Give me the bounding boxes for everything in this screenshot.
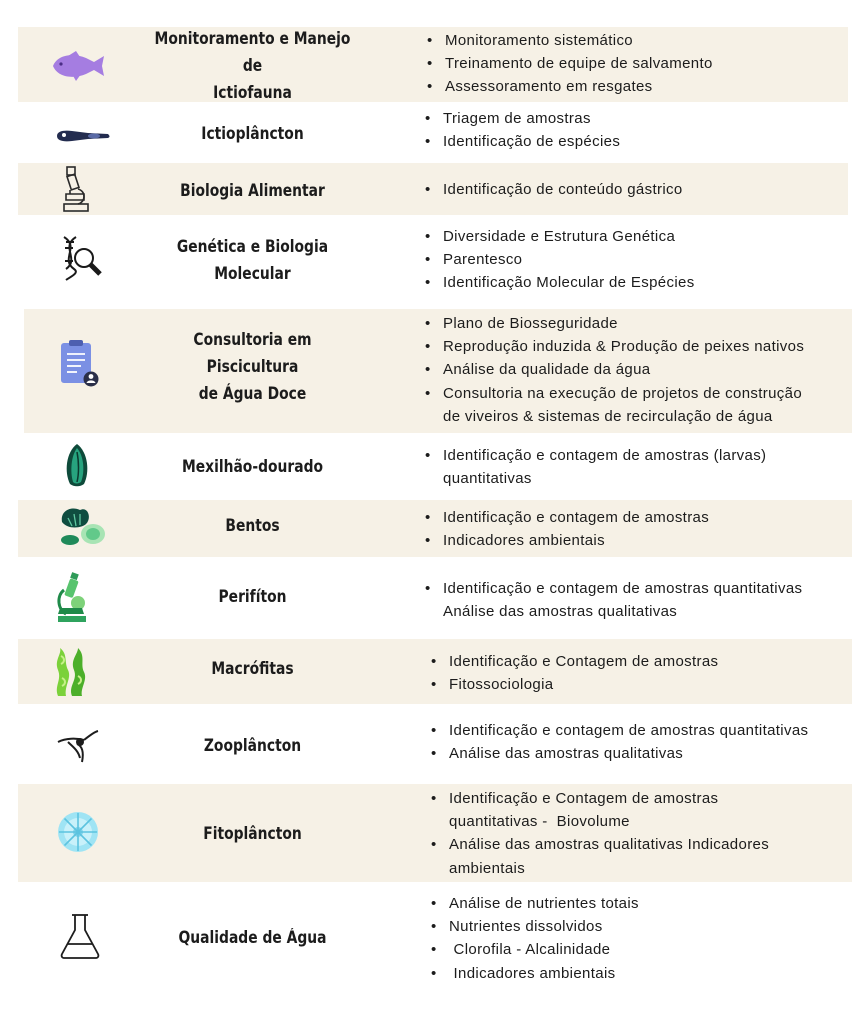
list-item: • Análise das amostras qualitativas Indicadores: [429, 833, 769, 856]
service-title: Qualidade de Água: [178, 927, 327, 947]
list-item: • Identificação e Contagem de amostras: [429, 787, 769, 810]
list-item: • Treinamento de equipe de salvamento: [425, 52, 713, 75]
service-items: [423, 107, 620, 153]
service-title: Ictioplâncton: [201, 123, 304, 143]
service-items: [423, 506, 709, 552]
service-title: Perifíton: [218, 586, 287, 606]
service-items: [429, 650, 718, 696]
list-item: • Parentesco: [423, 248, 695, 271]
list-item: • Plano de Biosseguridade: [423, 312, 804, 335]
list-item: ambientais: [449, 859, 526, 877]
list-item: • Reprodução induzida & Produção de peixes nativos: [423, 335, 804, 358]
fish-icon: [48, 48, 108, 84]
service-items: [425, 29, 713, 99]
flask-icon: [58, 912, 102, 960]
service-items: [429, 787, 769, 880]
list-item: • Triagem de amostras: [423, 107, 620, 130]
list-item: • Assessoramento em resgates: [425, 75, 713, 98]
list-item: quantitativas - Biovolume: [449, 813, 630, 831]
list-item: • Consultoria na execução de projetos de construção: [423, 382, 804, 405]
service-title: Bentos: [225, 515, 280, 535]
list-item: • Monitoramento sistemático: [425, 29, 713, 52]
service-items: [423, 444, 766, 490]
list-item: • Nutrientes dissolvidos: [429, 915, 639, 938]
microscope-icon: [58, 164, 92, 214]
service-items: [429, 892, 639, 985]
list-item: de viveiros & sistemas de recirculação de água: [443, 407, 773, 425]
list-item: Análise das amostras qualitativas: [443, 603, 678, 621]
list-item: • Identificação Molecular de Espécies: [423, 271, 695, 294]
list-item: • Análise das amostras qualitativas: [429, 742, 808, 765]
service-items: [423, 577, 802, 623]
larva-icon: [54, 126, 110, 146]
list-item: • Identificação e contagem de amostras quantitativas: [423, 577, 802, 600]
list-item: • Identificação e contagem de amostras (larvas): [423, 444, 766, 467]
service-items: [423, 312, 804, 428]
service-title: Biologia Alimentar: [180, 180, 325, 200]
list-item: • Análise da qualidade da água: [423, 358, 804, 381]
service-items: [423, 178, 683, 201]
list-item: • Indicadores ambientais: [423, 529, 709, 552]
service-title: Consultoria em Piscicultura de Água Doce: [193, 329, 312, 403]
list-item: quantitativas: [443, 470, 532, 488]
service-title: Monitoramento e Manejo de Ictiofauna: [154, 28, 351, 102]
list-item: • Identificação e contagem de amostras quantitativas: [429, 719, 808, 742]
service-title: Macrófitas: [211, 658, 294, 678]
diatom-icon: [56, 810, 100, 854]
list-item: • Diversidade e Estrutura Genética: [423, 225, 695, 248]
list-item: • Identificação de espécies: [423, 130, 620, 153]
list-item: • Fitossociologia: [429, 673, 718, 696]
green-microscope-icon: [54, 570, 92, 624]
list-item: • Indicadores ambientais: [429, 962, 639, 985]
aquatic-plant-icon: [52, 646, 90, 698]
list-item: • Identificação e contagem de amostras: [423, 506, 709, 529]
list-item: • Análise de nutrientes totais: [429, 892, 639, 915]
service-title: Genética e Biologia Molecular: [176, 237, 329, 283]
service-items: [423, 225, 695, 295]
shells-icon: [56, 504, 108, 550]
list-item: • Identificação e Contagem de amostras: [429, 650, 718, 673]
list-item: • Identificação de conteúdo gástrico: [423, 178, 683, 201]
dna-magnifier-icon: [56, 233, 106, 283]
clipboard-user-icon: [57, 338, 101, 388]
service-title: Zooplâncton: [203, 735, 302, 755]
service-title: Fitoplâncton: [203, 823, 302, 843]
list-item: • Clorofila - Alcalinidade: [429, 938, 639, 961]
service-title: Mexilhão-dourado: [181, 456, 324, 476]
copepod-icon: [54, 728, 100, 766]
service-items: [429, 719, 808, 765]
mussel-icon: [62, 442, 92, 488]
